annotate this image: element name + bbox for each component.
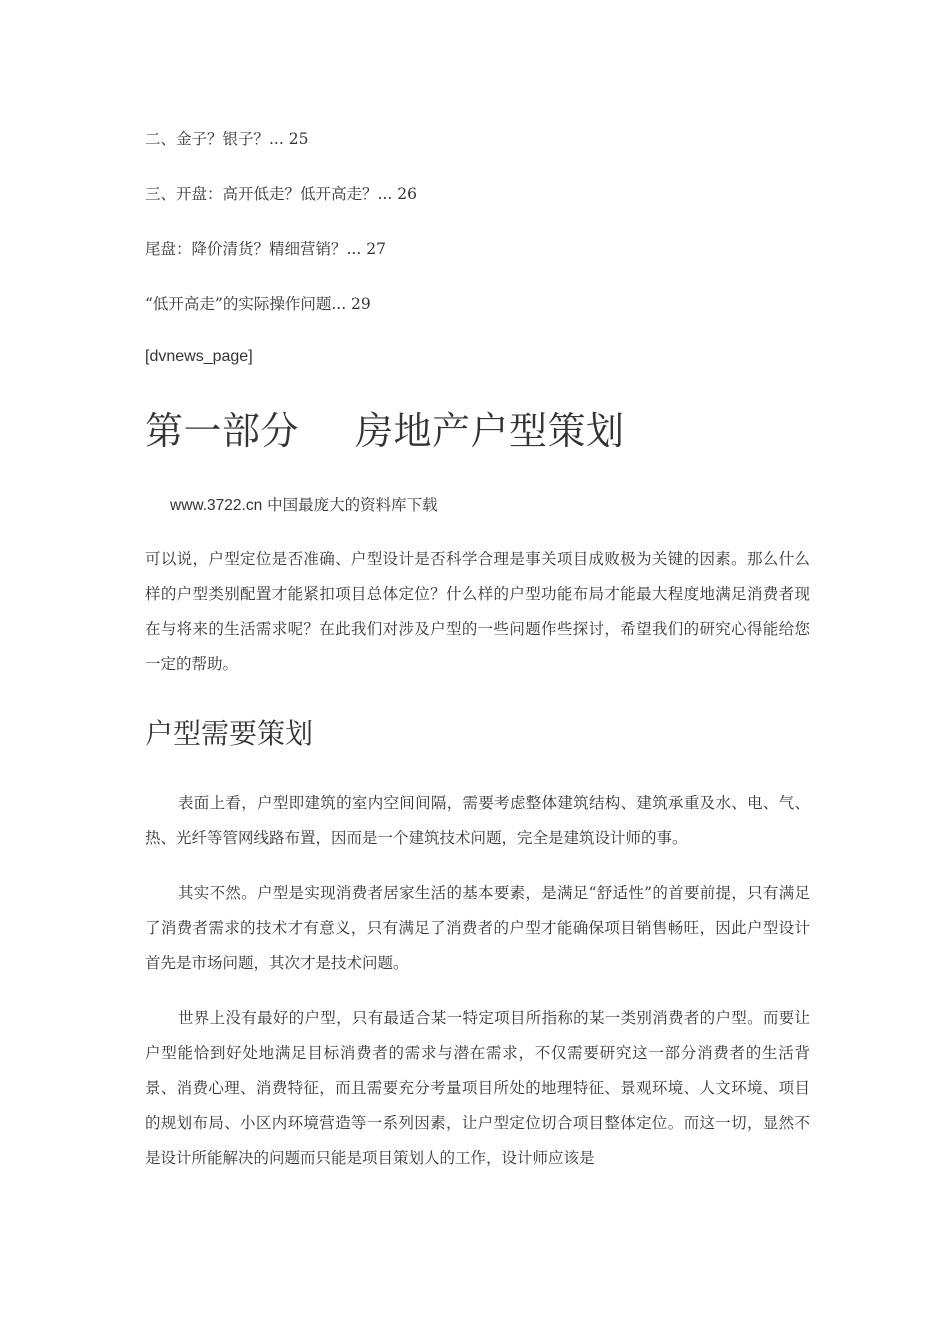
part-label: 第一部分	[145, 409, 300, 453]
toc-entry: 尾盘：降价清货？精细营销？... 27	[145, 240, 386, 258]
part-title-text: 房地产户型策划	[355, 409, 625, 453]
body-paragraph: 表面上看，户型即建筑的室内空间间隔，需要考虑整体建筑结构、建筑承重及水、电、气、热、光纤等管网线路布置，因而是一个建筑技术问题，完全是建筑设计师的事。	[145, 794, 810, 847]
body-paragraph: 其实不然。户型是实现消费者居家生活的基本要素，是满足“舒适性”的首要前提，只有满足了消费者需求的技术才有意义，只有满足了消费者的户型才能确保项目销售畅旺，因此户型设计首先是市场问题，其次才是技术问题。	[145, 884, 810, 972]
source-url: www.3722.cn	[170, 497, 263, 514]
part-title	[145, 400, 625, 455]
toc-entry: 二、金子？银子？... 25	[145, 130, 309, 148]
intro-paragraph: 可以说，户型定位是否准确、户型设计是否科学合理是事关项目成败极为关键的因素。那么什么样的户型类别配置才能紧扣项目总体定位？什么样的户型功能布局才能最大程度地满足消费者现在与将来的生活需求呢？在此我们对涉及户型的一些问题作些探讨，希望我们的研究心得能给您一定的帮助。	[145, 550, 810, 673]
body-paragraph: 世界上没有最好的户型，只有最适合某一特定项目所指称的某一类别消费者的户型。而要让户型能恰到好处地满足目标消费者的需求与潜在需求，不仅需要研究这一部分消费者的生活背景、消费心理、消费特征，而且需要充分考量项目所处的地理特征、景观环境、人文环境、项目的规划布局、小区内环境营造等一系列因素，让户型定位切合项目整体定位。而这一切，显然不是设计所能解决的问题而只能是项目策划人的工作，设计师应该是	[145, 1009, 810, 1167]
page-marker: [dvnews_page]	[145, 348, 253, 365]
toc-entry: “低开高走”的实际操作问题... 29	[145, 295, 371, 313]
section-heading: 户型需要策划	[145, 717, 314, 750]
source-text: 中国最庞大的资料库下载	[262, 496, 438, 514]
toc-entry: 三、开盘：高开低走？低开高走？... 26	[145, 185, 417, 203]
source-note	[170, 493, 438, 515]
